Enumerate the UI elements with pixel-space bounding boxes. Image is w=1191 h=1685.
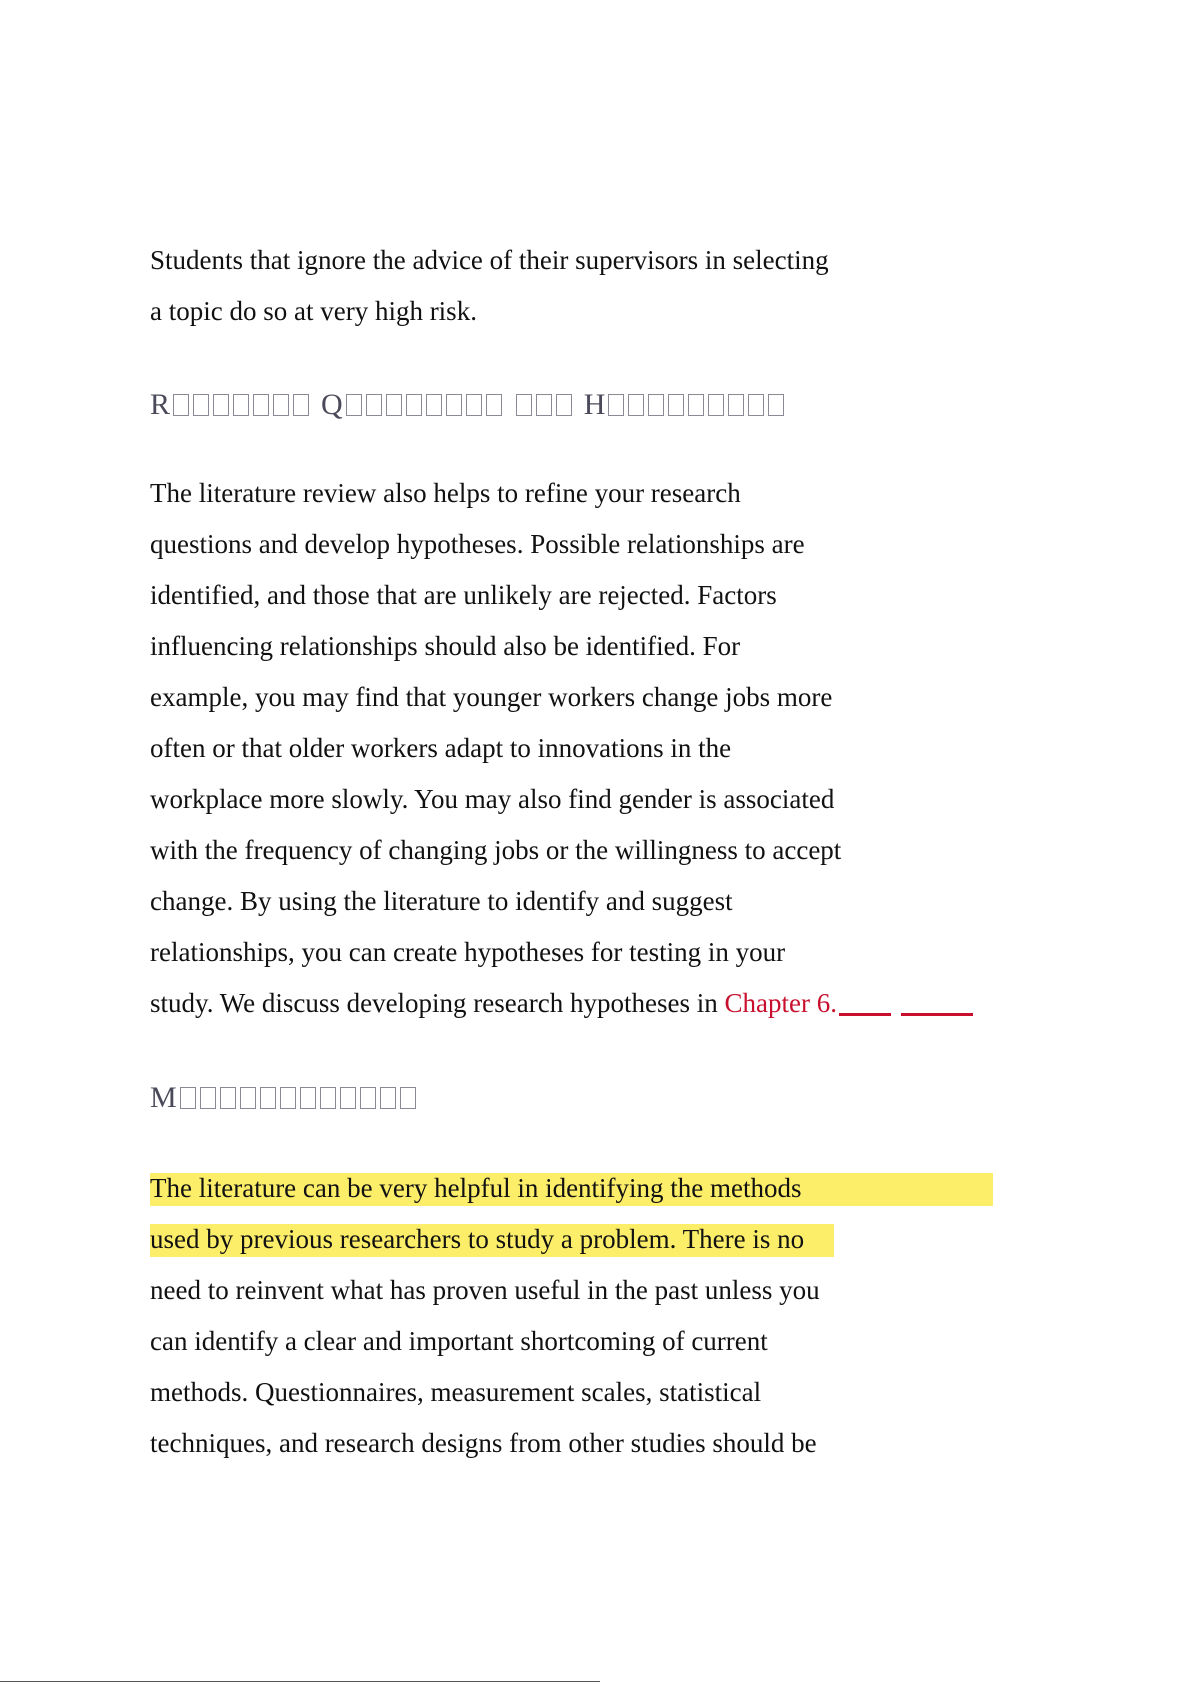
paragraph-literature-review — [150, 468, 1030, 1029]
text-line: influencing relationships should also be identified. For — [150, 631, 741, 661]
highlighted-text-line — [150, 1214, 1030, 1265]
highlighted-fragment: used by previous researchers to study a problem. There is n — [150, 1224, 791, 1254]
text-line: can identify a clear and important shortcoming of current — [150, 1326, 768, 1356]
text-line: relationships, you can create hypotheses for testing in your — [150, 937, 786, 967]
text-line: Students that ignore the advice of their supervisors in selecting — [150, 245, 829, 275]
section-heading-research-questions — [150, 388, 786, 422]
text-line: workplace more slowly. You may also find gender is associated — [150, 784, 835, 814]
text-line: a topic do so at very high risk. — [150, 296, 477, 326]
paragraph-supervisor-advice — [150, 235, 1030, 337]
heading-glyphs: M — [150, 1081, 418, 1114]
text-line: need to reinvent what has proven useful in the past unless you — [150, 1275, 820, 1305]
text-line: The literature review also helps to refine your research — [150, 478, 741, 508]
text-line: change. By using the literature to identify and suggest — [150, 886, 733, 916]
chapter-6-link[interactable]: Chapter 6. — [724, 988, 837, 1018]
footer-divider — [0, 1681, 600, 1682]
text-line: often or that older workers adapt to innovations in the — [150, 733, 732, 763]
text-line-with-link — [150, 978, 1030, 1029]
text-line: techniques, and research designs from other studies should be — [150, 1428, 817, 1458]
section-heading-methodologies — [150, 1081, 418, 1115]
text-line: with the frequency of changing jobs or the willingness to accept — [150, 835, 842, 865]
text-fragment: o — [790, 1224, 805, 1254]
text-line: example, you may find that younger workers change jobs more — [150, 682, 833, 712]
text-line: methods. Questionnaires, measurement scales, statistical — [150, 1377, 762, 1407]
text-line: questions and develop hypotheses. Possible relationships are — [150, 529, 805, 559]
red-underline-mark — [901, 1013, 973, 1016]
highlighted-text-line: The literature can be very helpful in identifying the methods — [150, 1173, 802, 1203]
paragraph-methodologies — [150, 1163, 1030, 1469]
text-line-prefix: study. We discuss developing research hypotheses in — [150, 988, 725, 1018]
red-underline-mark — [839, 1013, 891, 1016]
text-line: identified, and those that are unlikely are rejected. Factors — [150, 580, 777, 610]
heading-glyphs: R Q H — [150, 388, 786, 421]
